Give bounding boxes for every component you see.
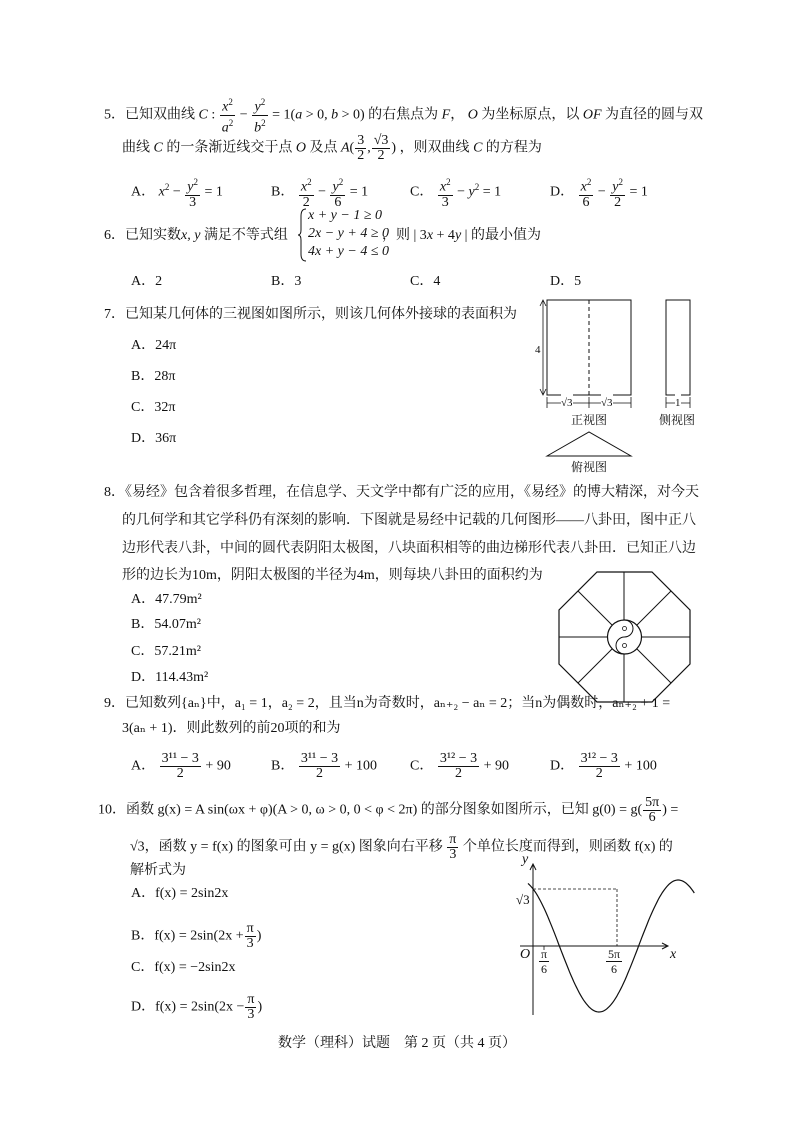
q10-line3: 解析式为	[130, 863, 186, 878]
q8-option-c: C．57.21m²	[131, 644, 201, 659]
q7-option-c: C．32π	[131, 400, 176, 415]
q6-ineq-2: 2x − y + 4 ≥ 0	[308, 226, 390, 241]
top-view-triangle	[547, 432, 631, 456]
q8-option-d: D．114.43m²	[131, 670, 209, 685]
q6-option-b: B．3	[271, 274, 302, 289]
dim-height-label: 4	[535, 340, 541, 360]
q5-line1: 5．已知双曲线 C : $\frac{x^2}{a^2}$ − $\frac{y^2}{b^2}$ = 1(a > 0, b > 0) 的右焦点为 F， O 为坐标原点，以 OF 为直径的圆与双	[104, 97, 704, 136]
q9-option-a: A． $\frac{\text{3¹¹ − 3}}{2}$ + 90	[131, 751, 231, 781]
q8-line1: 8．《易经》包含着很多哲理，在信息学、天文学中都有广泛的应用，《易经》的博大精深，对今天	[104, 485, 699, 500]
graph-sqrt3-label: √3	[516, 892, 530, 907]
q6-option-c: C．4	[410, 274, 441, 289]
q9-option-c: C． $\frac{\text{3¹² − 3}}{2}$ + 90	[410, 751, 510, 781]
q8-line2: 的几何学和其它学科仍有深刻的影响．下图就是易经中记载的几何图形——八卦田，图中正八	[122, 513, 696, 528]
top-view-caption: 俯视图	[571, 460, 608, 474]
q8-line3: 边形代表八卦，中间的圆代表阴阳太极图，八块面积相等的曲边梯形代表八卦田．已知正八边	[122, 541, 696, 556]
q8-option-b: B．54.07m²	[131, 617, 201, 632]
q6-stem: 6．已知实数x, y 满足不等式组	[104, 228, 288, 243]
q5-text: 5．已知双曲线	[104, 107, 195, 123]
dim-side-label: 1	[675, 393, 681, 413]
q5-option-a: A． $x^2$ − $\frac{y^2}{3}$ = 1	[131, 177, 223, 210]
q6-ineq-3: 4x + y − 4 ≤ 0	[308, 244, 390, 259]
q6-option-a: A．2	[131, 274, 163, 289]
q10-line2: √3，函数 y = f(x) 的图象可由 y = g(x) 图象向右平移 $\frac{\pi}{3}$ 个单位长度而得到，则函数 f(x) 的	[130, 832, 673, 862]
q10-line1: 10．函数 g(x) = A sin(ωx + φ)(A > 0, ω > 0, 0 < φ < 2π) 的部分图象如图所示，已知 g(0) = g( $\frac{5\pi}{6}$ ) =	[98, 795, 679, 825]
side-view-caption: 侧视图	[659, 413, 696, 427]
q10-option-a: A．f(x) = 2sin2x	[131, 886, 229, 901]
three-view-figure	[530, 296, 710, 476]
q5-option-d: D． $\frac{x^2}{6}$ − $\frac{y^2}{2}$ = 1	[550, 177, 648, 210]
q8-line4: 形的边长为10m，阴阳太极图的半径为4m，则每块八卦田的面积约为	[122, 568, 543, 583]
sine-graph	[500, 850, 690, 1020]
q10-option-c: C．f(x) = −2sin2x	[131, 960, 236, 975]
q8-option-a: A．47.79m²	[131, 592, 202, 607]
q5-line2: 曲线 C 的一条渐近线交于点 O 及点 A( $\frac{3}{2}$ , $\frac{√3}{2}$ ) ，则双曲线 C 的方程为	[122, 133, 542, 163]
graph-y-label: y	[522, 852, 529, 867]
q5-option-b: B． $\frac{x^2}{2}$ − $\frac{y^2}{6}$ = 1	[271, 177, 369, 210]
front-view-caption: 正视图	[571, 413, 608, 427]
q10-option-b: B．f(x) = 2sin(2x + $\frac{\pi}{3}$ )	[131, 921, 262, 951]
q9-option-d: D． $\frac{\text{3¹² − 3}}{2}$ + 100	[550, 751, 657, 781]
q10-option-d: D．f(x) = 2sin(2x − $\frac{\pi}{3}$ )	[131, 992, 263, 1022]
graph-tick-5pi6: $\frac{5\pi}{6}$	[608, 947, 621, 976]
dim-width-label-2: √3	[601, 393, 613, 413]
q7-option-d: D．36π	[131, 431, 177, 446]
q7-option-a: A．24π	[131, 338, 177, 353]
q7-stem: 7．已知某几何体的三视图如图所示，则该几何体外接球的表面积为	[104, 307, 517, 322]
page-footer: 数学（理科）试题 第 2 页（共 4 页）	[278, 1036, 516, 1051]
q5-option-c: C． $\frac{x^2}{3}$ − $y^2 = 1$	[410, 177, 502, 210]
graph-x-label: x	[670, 947, 677, 962]
q6-option-d: D．5	[550, 274, 582, 289]
side-view-rect	[666, 300, 690, 395]
q9-line2: 3(aₙ + 1)．则此数列的前20项的和为	[122, 721, 341, 736]
q6-stem-tail: ，则 | 3x + 4y | 的最小值为	[382, 228, 541, 243]
q6-ineq-1: x + y − 1 ≥ 0	[308, 208, 383, 223]
q6-brace	[298, 208, 308, 262]
q7-option-b: B．28π	[131, 369, 176, 384]
graph-origin-label: O	[520, 947, 531, 962]
bagua-figure	[558, 570, 692, 704]
graph-tick-pi6: $\frac{\pi}{6}$	[541, 947, 548, 976]
q9-option-b: B． $\frac{\text{3¹¹ − 3}}{2}$ + 100	[271, 751, 378, 781]
dim-width-label-1: √3	[561, 393, 573, 413]
q9-line1: 9．已知数列{aₙ}中，a₁ = 1，a₂ = 2，且当n为奇数时，aₙ₊₂ − aₙ = 2；当n为偶数时，aₙ₊₂ + 1 =	[104, 696, 671, 711]
